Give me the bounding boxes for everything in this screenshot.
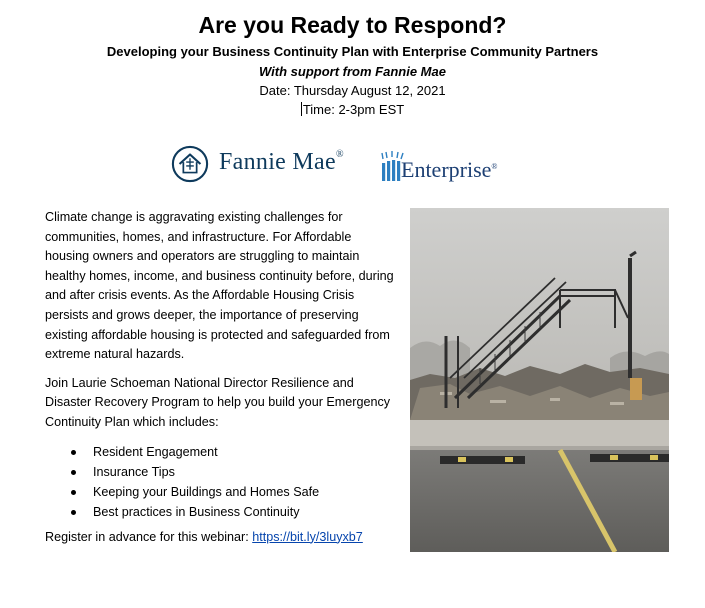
enterprise-logo-text: Enterprise® — [401, 157, 498, 182]
body-content — [45, 208, 395, 547]
event-date: Date: Thursday August 12, 2021 — [259, 83, 446, 98]
header — [0, 8, 705, 119]
register-link[interactable]: https://bit.ly/3luyxb7 — [252, 529, 363, 544]
event-time-line — [0, 100, 705, 119]
list-item: Resident Engagement — [45, 442, 395, 462]
list-item: Insurance Tips — [45, 462, 395, 482]
page-title: Are you Ready to Respond? — [198, 12, 507, 38]
register-label: Register in advance for this webinar: — [45, 529, 253, 544]
fannie-mae-logo-text: Fannie Mae® — [219, 149, 344, 175]
list-item: Best practices in Business Continuity — [45, 502, 395, 522]
fannie-mae-seal-icon — [171, 145, 209, 183]
subtitle: Developing your Business Continuity Plan with Enterprise Community Partners — [106, 44, 599, 59]
intro-paragraph: Climate change is aggravating existing challenges for communities, homes, and infrastructure. For Affordable housing owners and operators are struggling to maintain healthy homes, income, and business continuity before, during and after crisis events. As the Affordable Housing Crisis persists and grows deeper, the importance of preserving existing affordable housing is protected and safeguarded from extreme natural hazards. — [45, 210, 394, 362]
event-time: Time: 2-3pm EST — [302, 102, 405, 117]
support-line: With support from Fannie Mae — [259, 64, 446, 79]
fire-damage-photo — [410, 208, 669, 552]
speaker-paragraph: Join Laurie Schoeman National Director Resilience and Disaster Recovery Program to help you build your Emergency Continuity Plan which includes: — [45, 375, 391, 429]
topics-list — [45, 442, 395, 522]
text-cursor — [301, 102, 302, 116]
register-line — [45, 528, 395, 548]
sponsor-logos — [171, 143, 531, 187]
list-item: Keeping your Buildings and Homes Safe — [45, 482, 395, 502]
